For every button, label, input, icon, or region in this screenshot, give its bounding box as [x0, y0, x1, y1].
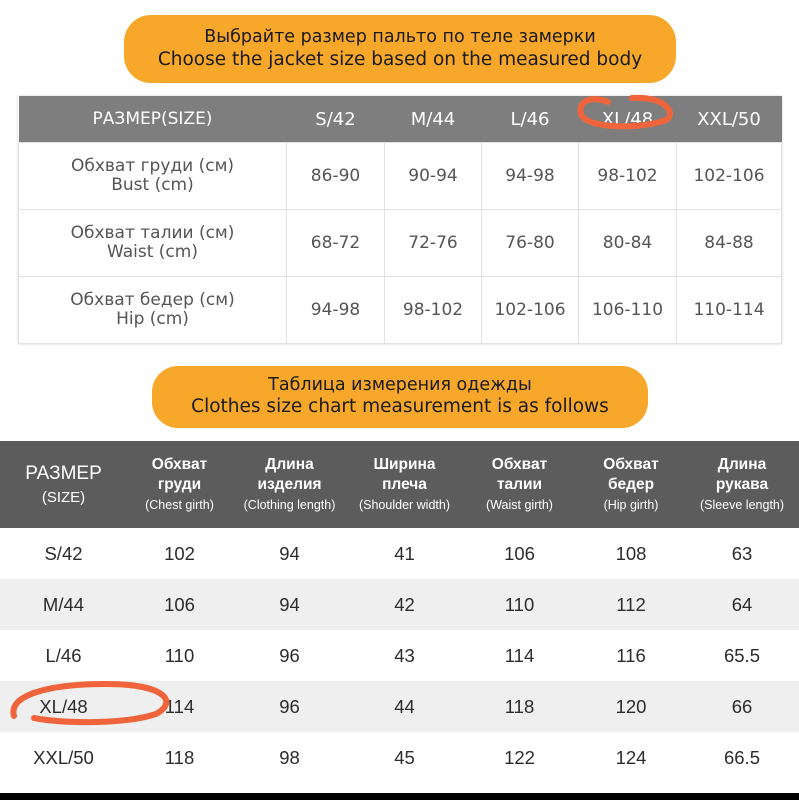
row-size: S/42 [0, 528, 127, 579]
table-row [0, 579, 799, 630]
table-cell: 45 [347, 732, 462, 783]
banner-middle-line-ru: Таблица измерения одежды [268, 375, 532, 395]
table-cell: 94-98 [287, 277, 385, 344]
table-cell: 43 [347, 630, 462, 681]
clothes-table-size-header [0, 441, 127, 528]
body-table-size-header: РАЗМЕР(SIZE) [19, 96, 287, 143]
body-table-row-bust [19, 143, 782, 210]
body-table-size-xxl: XXL/50 [677, 96, 782, 143]
table-cell: 102-106 [677, 143, 782, 210]
column-header-ru-1: Длина [265, 456, 314, 473]
column-header-ru-2: талии [496, 476, 543, 493]
table-cell: 96 [232, 681, 347, 732]
column-header-en: (Chest girth) [145, 498, 214, 512]
banner-top-line-ru: Выбрайте размер пальто по теле замерки [204, 27, 596, 47]
body-table-size-s: S/42 [287, 96, 385, 143]
column-header-chest [127, 441, 232, 528]
table-cell: 106 [127, 579, 232, 630]
table-cell: 72-76 [385, 210, 482, 277]
table-cell: 110 [127, 630, 232, 681]
column-header-en: (Sleeve length) [699, 498, 785, 512]
row-size: M/44 [0, 579, 127, 630]
banner-middle-line-en: Clothes size chart measurement is as follows [191, 396, 609, 417]
column-header-en: (Waist girth) [486, 498, 553, 512]
column-header-sleeve [685, 441, 799, 528]
table-cell: 41 [347, 528, 462, 579]
table-cell: 84-88 [677, 210, 782, 277]
table-cell: 42 [347, 579, 462, 630]
table-cell: 110 [462, 579, 577, 630]
row-size: XL/48 [0, 681, 127, 732]
row-size: XXL/50 [0, 732, 127, 783]
clothes-table-header-row [0, 441, 799, 528]
size-header-ru: РАЗМЕР [25, 462, 102, 484]
table-cell: 124 [577, 732, 685, 783]
column-header-en: (Hip girth) [603, 498, 659, 512]
column-header-ru-1: Длина [717, 456, 767, 473]
body-table-size-l: L/46 [482, 96, 579, 143]
row-label-en: Waist (cm) [107, 242, 198, 262]
table-cell: 110-114 [677, 277, 782, 344]
table-cell: 108 [577, 528, 685, 579]
column-header-waist [462, 441, 577, 528]
table-cell: 64 [685, 579, 799, 630]
table-cell: 114 [127, 681, 232, 732]
table-cell: 66.5 [685, 732, 799, 783]
body-table-header-row [19, 96, 782, 143]
column-header-ru-2: рукава [715, 476, 769, 493]
body-table-size-xl: XL/48 [579, 96, 677, 143]
body-table-row-hip [19, 277, 782, 344]
table-cell: 63 [685, 528, 799, 579]
body-measurement-table [18, 96, 782, 344]
table-cell: 96 [232, 630, 347, 681]
column-header-length [232, 441, 347, 528]
table-cell: 66 [685, 681, 799, 732]
table-cell: 102-106 [482, 277, 579, 344]
table-cell: 102 [127, 528, 232, 579]
table-cell: 68-72 [287, 210, 385, 277]
row-label-ru: Обхват груди (см) [70, 156, 235, 176]
table-cell: 80-84 [579, 210, 677, 277]
table-cell: 114 [462, 630, 577, 681]
table-cell: 76-80 [482, 210, 579, 277]
body-table-row-label [19, 210, 287, 277]
column-header-en: (Clothing length) [243, 498, 336, 512]
body-table-row-label [19, 143, 287, 210]
banner-top-line-en: Choose the jacket size based on the measured body [157, 49, 643, 70]
table-cell: 98-102 [385, 277, 482, 344]
row-label-en: Hip (cm) [116, 309, 189, 329]
column-header-ru-1: Обхват [491, 456, 548, 473]
table-cell: 98-102 [579, 143, 677, 210]
bottom-bar [0, 793, 799, 800]
body-table-size-m: M/44 [385, 96, 482, 143]
table-cell: 118 [127, 732, 232, 783]
column-header-ru-1: Обхват [151, 456, 208, 473]
table-cell: 90-94 [385, 143, 482, 210]
column-header-ru-2: груди [157, 476, 202, 493]
column-header-hip [577, 441, 685, 528]
body-table-row-waist [19, 210, 782, 277]
row-label-en: Bust (cm) [111, 175, 194, 195]
table-cell: 112 [577, 579, 685, 630]
table-cell: 122 [462, 732, 577, 783]
table-cell: 94-98 [482, 143, 579, 210]
table-cell: 94 [232, 579, 347, 630]
clothes-measurement-table [0, 441, 799, 783]
row-label-ru: Обхват бедер (см) [70, 290, 235, 310]
table-cell: 116 [577, 630, 685, 681]
column-header-en: (Shoulder width) [358, 498, 450, 512]
column-header-ru-1: Ширина [373, 456, 436, 473]
table-cell: 106 [462, 528, 577, 579]
table-row [0, 681, 799, 732]
column-header-ru-2: плеча [382, 476, 427, 493]
table-cell: 65.5 [685, 630, 799, 681]
column-header-ru-2: изделия [257, 476, 322, 493]
row-label-ru: Обхват талии (см) [70, 223, 235, 243]
table-row [0, 630, 799, 681]
banner-top [124, 15, 676, 83]
table-row [0, 732, 799, 783]
table-cell: 118 [462, 681, 577, 732]
body-table-row-label [19, 277, 287, 344]
table-cell: 86-90 [287, 143, 385, 210]
table-cell: 120 [577, 681, 685, 732]
row-size: L/46 [0, 630, 127, 681]
column-header-shoulder [347, 441, 462, 528]
column-header-ru-1: Обхват [603, 456, 659, 473]
table-row [0, 528, 799, 579]
column-header-ru-2: бедер [607, 476, 655, 493]
table-cell: 94 [232, 528, 347, 579]
banner-middle [152, 366, 648, 428]
table-cell: 44 [347, 681, 462, 732]
table-cell: 98 [232, 732, 347, 783]
size-header-en: (SIZE) [41, 488, 86, 506]
table-cell: 106-110 [579, 277, 677, 344]
